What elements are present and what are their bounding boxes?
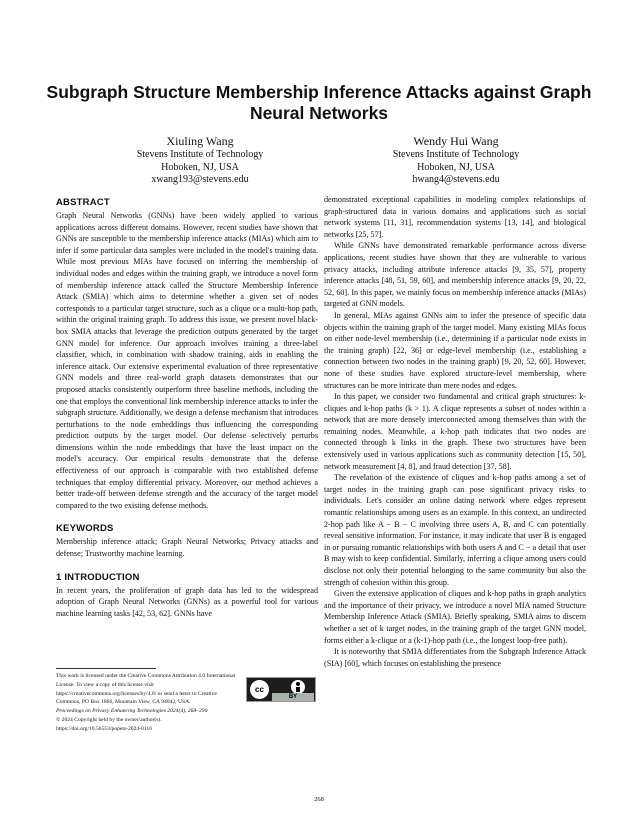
left-column	[56, 196, 318, 619]
author-location: Hoboken, NJ, USA	[161, 161, 239, 173]
proceedings-line: Proceedings on Privacy Enhancing Technologies 2024(4), 268–290	[56, 708, 208, 715]
by-label: BY	[272, 693, 314, 701]
body-paragraph: While GNNs have demonstrated remarkable performance across diverse applications, recent studies have shown that they are vulnerable to various privacy attacks, including attribute inference attacks [9, 35, 57], property inference attacks [48, 51, 59, 60], and membership inference attacks [9, 20, 22, 52, 60]. In this paper, we mainly focus on membership inference attacks (MIAs) targeted at GNN models.	[324, 241, 586, 309]
author-name: Wendy Hui Wang	[413, 134, 499, 148]
author-block-2	[336, 134, 576, 187]
keywords-text: Membership inference attack; Graph Neural Networks; Privacy attacks and defense; Trustworthy machine learning.	[56, 537, 318, 559]
body-paragraph: In general, MIAs against GNNs aim to infer the presence of specific data objects within the training graph of the target model. Many existing MIAs focus on either node-level membership (i.e., determining if a particular node exists in the training graph) [22, 36] or edge-level membership (i.e., establishing a connection between two nodes in the training graph) [9, 20, 52, 60]. However, none of these studies have explored structure-level membership, where structures can be more intricate than mere nodes and edges.	[324, 310, 586, 390]
author-name: Xiuling Wang	[166, 134, 234, 148]
page-number: 268	[314, 796, 324, 803]
attribution-person-icon	[291, 680, 305, 694]
body-paragraph: In this paper, we consider two fundamental and critical graph structures: k-cliques and k-hop paths (k > 1). A clique represents a subset of nodes within a network that are more densely interconnected among themselves than with the remaining nodes. Meanwhile, a k-hop path indicates that two nodes are connected through k links in the graph. These two structures have been extensively used in various applications such as community detection [15, 50], network measurement [4, 8], and fraud detection [37, 58].	[324, 392, 586, 471]
paper-title: Subgraph Structure Membership Inference Attacks against Graph Neural Networks	[46, 82, 592, 123]
cc-by-license-badge[interactable]	[246, 677, 316, 702]
body-paragraph: demonstrated exceptional capabilities in modeling complex relationships of graph-structured data in various domains and applications such as social network systems [11, 31], recommendation systems [13, 14], and biological networks [25, 57].	[324, 195, 586, 239]
body-paragraph: It is noteworthy that SMIA differentiates from the Subgraph Inference Attack (SIA) [60], which focuses on establishing the presence	[324, 647, 586, 668]
author-location: Hoboken, NJ, USA	[417, 161, 495, 173]
abstract-heading: ABSTRACT	[56, 197, 110, 208]
cc-icon: cc	[250, 680, 269, 699]
author-block-1	[80, 134, 320, 187]
copyright-line: © 2024 Copyright held by the owner/author(s).	[56, 716, 162, 723]
right-column	[324, 194, 586, 669]
intro-paragraph: In recent years, the proliferation of graph data has led to the widespread adoption of Graph Neural Networks (GNNs) as a powerful tool for various machine learning tasks [42, 53, 62]. GNNs have	[56, 585, 318, 618]
abstract-text: Graph Neural Networks (GNNs) have been widely applied to various applications across different domains. However, recent studies have shown that GNNs are susceptible to the membership inference attacks (MIAs) which aim to infer if some particular data samples were included in the model's training data. While most previous MIAs have focused on inferring the membership of individual nodes and edges within the training graph, we introduce a novel form of membership inference attack called the Structure Membership Inference Attack (SMIA) which aims to determine whether a given set of nodes corresponds to a particular target structure, such as a clique or a multi-hop path, within the original training graph. To address this issue, we present novel black-box SMIA attacks that leverage the prediction outputs generated by the target GNN model for inference. Our approach involves training a three-label classifier, which, in combination with shadow training, aids in enabling the inference attack. Our extensive experimental evaluation of three representative GNN models and three real-world graph datasets demonstrates that our proposed attacks consistently outperform three baseline methods, including the one that employs the conventional link membership inference attacks to infer the subgraph structure. Additionally, we design a defense mechanism that introduces perturbations to the node embeddings thus influencing the corresponding prediction outputs by the target model. Our defense selectively perturbs dimensions within the node embeddings that have the least impact on the model's accuracy. Our empirical results demonstrate that the defense effectiveness of our approach is comparable with two established defense techniques that employ differential privacy. Moreover, our method achieves a better trade-off between defense strength and the accuracy of the target model compared to the two existing defense methods.	[56, 211, 318, 510]
footnote-rule	[56, 668, 156, 669]
author-affiliation: Stevens Institute of Technology	[136, 149, 264, 160]
keywords-heading: KEYWORDS	[56, 523, 114, 535]
author-affiliation: Stevens Institute of Technology	[392, 149, 520, 160]
body-paragraph: Given the extensive application of cliques and k-hop paths in graph analytics and the importance of their privacy, we introduce a novel MIA named Structure Membership Inference Attack (SMIA). Briefly speaking, SMIA aims to discern whether a set of k target nodes, in the training graph of the target GNN model, forms either a k-clique or a (k-1)-hop path (i.e., the longest loop-free path).	[324, 589, 586, 645]
author-email: hwang4@stevens.edu	[412, 174, 500, 185]
author-email: xwang193@stevens.edu	[151, 174, 249, 185]
doi-link[interactable]: https://doi.org/10.56553/popets-2024-0116	[56, 725, 153, 732]
intro-heading: 1 INTRODUCTION	[56, 571, 140, 583]
license-text: This work is licensed under the Creative Commons Attribution 4.0 International License. To view a copy of this license visit https://creativecommons.org/licenses/by/4.0/ or send a letter to Creative Commons, PO Box 1866, Mountain View, CA 94042, USA.	[56, 673, 236, 706]
body-paragraph: The revelation of the existence of cliques and k-hop paths among a set of target nodes in the training graph can pose significant privacy risks to individuals. Let's consider an online dating network where edges represent romantic relationships among users as an example. In this context, an undirected 2-hop path like A − B − C involving three users A, B, and C can potentially reveal sensitive information. For instance, it may indicate that user B is engaged in or pursuing romantic relationships with both users A and C − a detail that user B may wish to keep confidential. Similarly, inferring a clique among users could disclose not only their potential belonging to the same community but also the strength of cohesion within this group.	[324, 473, 586, 587]
